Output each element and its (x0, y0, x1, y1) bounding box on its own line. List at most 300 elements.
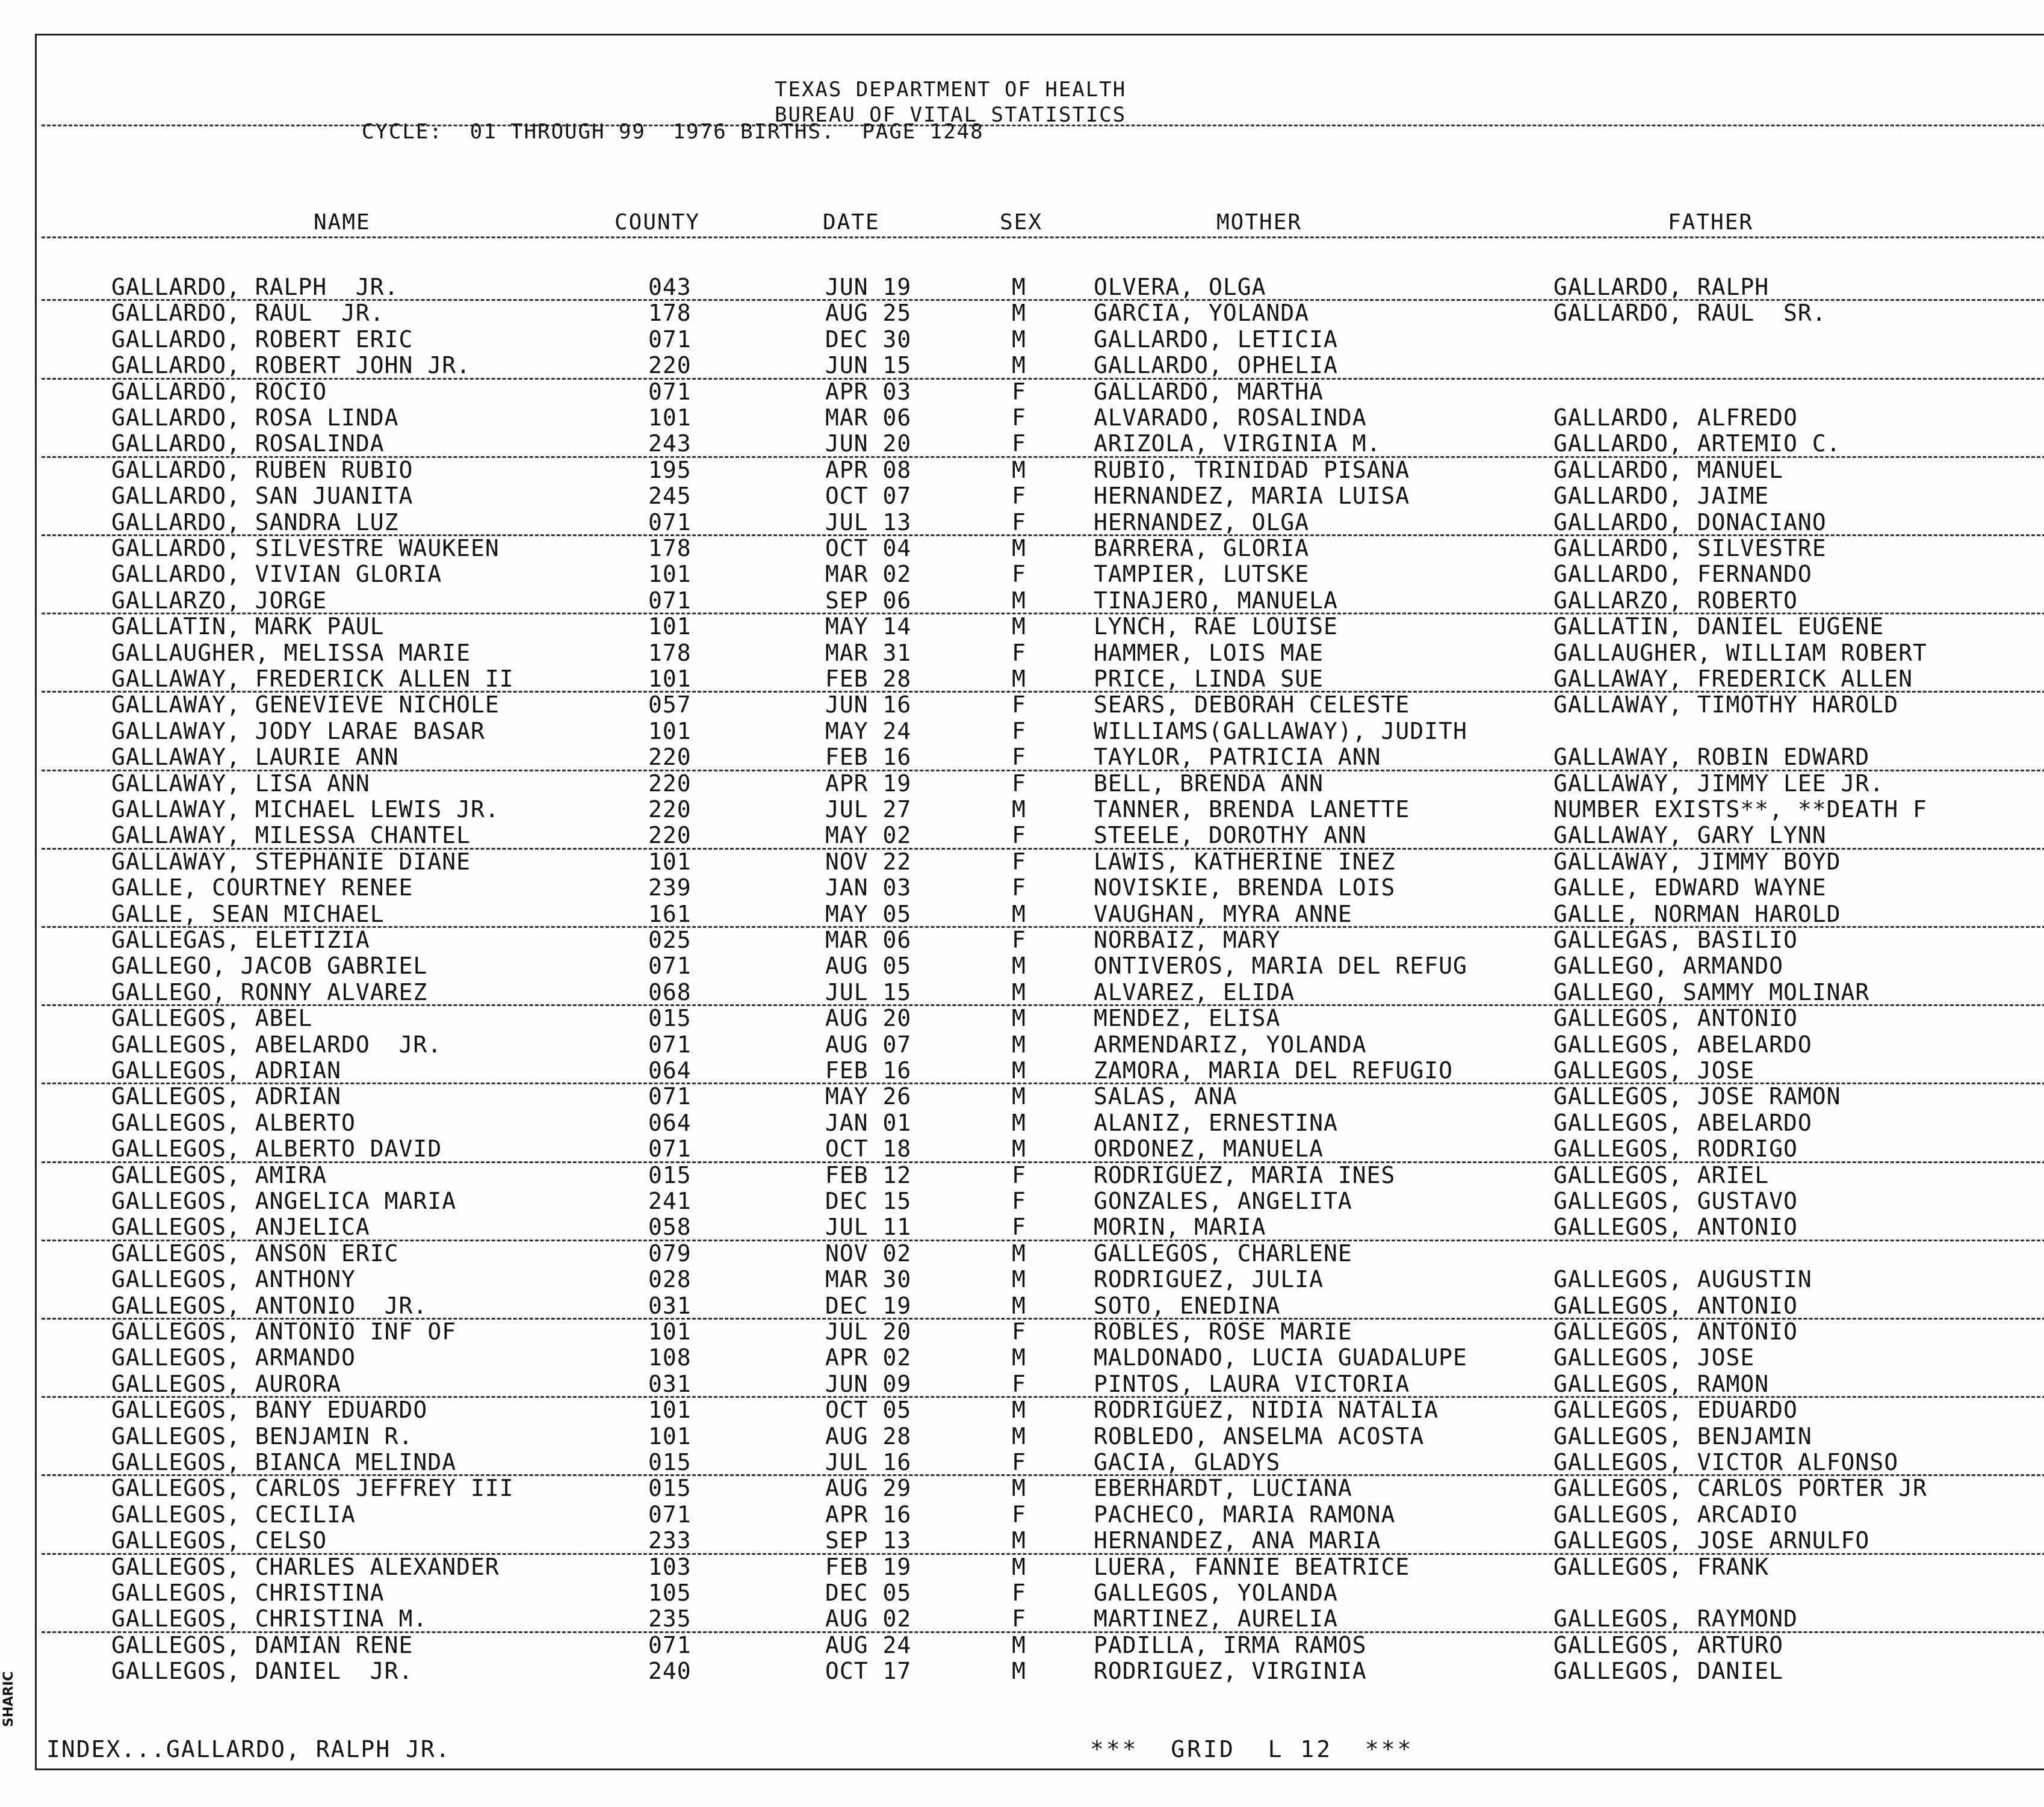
cell-date: DEC 30 (825, 326, 912, 353)
cell-sex: M (1012, 1135, 1026, 1163)
cell-mother: NOVISKIE, BRENDA LOIS (1094, 874, 1396, 901)
cell-name: GALLEGOS, DAMIAN RENE (111, 1631, 413, 1658)
cell-mother: ALANIZ, ERNESTINA (1094, 1109, 1338, 1136)
cell-name: GALLARZO, JORGE (111, 587, 327, 614)
cell-date: AUG 29 (825, 1475, 912, 1502)
cell-mother: SALAS, ANA (1094, 1083, 1237, 1110)
cell-sex: M (1012, 1083, 1026, 1110)
cell-date: APR 02 (825, 1344, 912, 1371)
cell-sex: F (1012, 927, 1026, 953)
cell-father: GALLEGOS, RODRIGO (1553, 1135, 1798, 1163)
cell-date: JUL 16 (825, 1449, 912, 1475)
column-header-date: DATE (823, 210, 880, 235)
table-row (37, 822, 2044, 848)
cell-sex: F (1012, 744, 1026, 771)
cell-father: GALLARDO, DONACIANO (1553, 508, 1827, 536)
table-row (37, 1527, 2044, 1553)
cell-father: GALLEGAS, BASILIO (1553, 927, 1798, 953)
cell-name: GALLAWAY, MILESSA CHANTEL (111, 822, 471, 849)
cell-date: JUL 27 (825, 796, 912, 823)
cell-name: GALLEGOS, ADRIAN (111, 1057, 342, 1084)
header-bureau: BUREAU OF VITAL STATISTICS (775, 103, 1127, 127)
table-row (37, 483, 2044, 508)
cell-date: FEB 19 (825, 1553, 912, 1580)
cell-county: 220 (648, 770, 692, 797)
cell-date: JUN 16 (825, 691, 912, 718)
table-row (37, 1344, 2044, 1370)
cell-county: 178 (648, 639, 692, 666)
table-row (37, 640, 2044, 666)
cell-father: GALLARDO, RALPH (1553, 274, 1770, 300)
cell-father: GALLEGOS, BENJAMIN (1553, 1422, 1812, 1450)
cell-father: GALLEGOS, RAMON (1553, 1370, 1770, 1397)
cell-date: JAN 01 (825, 1109, 912, 1136)
cell-name: GALLEGOS, ANJELICA (111, 1214, 370, 1241)
cell-mother: GALLEGOS, CHARLENE (1094, 1240, 1352, 1267)
cell-sex: F (1012, 483, 1026, 510)
cell-county: 025 (648, 927, 692, 953)
cell-father: GALLARDO, FERNANDO (1553, 561, 1812, 588)
cell-father: GALLAWAY, TIMOTHY HAROLD (1553, 691, 1899, 718)
cell-date: MAR 06 (825, 927, 912, 953)
table-row (37, 718, 2044, 744)
cell-sex: F (1012, 691, 1026, 718)
cell-county: 028 (648, 1266, 692, 1293)
cell-date: AUG 05 (825, 953, 912, 980)
table-row (37, 901, 2044, 927)
cell-date: AUG 25 (825, 300, 912, 327)
cell-father: GALLEGOS, DANIEL (1553, 1658, 1784, 1685)
cell-mother: HERNANDEZ, OLGA (1094, 508, 1310, 536)
cell-sex: F (1012, 848, 1026, 875)
table-row (37, 300, 2044, 326)
cell-county: 178 (648, 300, 692, 327)
cell-father: GALLEGOS, ABELARDO (1553, 1031, 1812, 1058)
cell-sex: M (1012, 1266, 1026, 1293)
cell-name: GALLEGOS, ADRIAN (111, 1083, 342, 1110)
vital-statistics-page (35, 34, 2044, 1770)
table-row (37, 1318, 2044, 1344)
cell-name: GALLAWAY, LISA ANN (111, 770, 370, 797)
cell-county: 071 (648, 1631, 692, 1658)
cell-sex: M (1012, 1422, 1026, 1450)
table-row (37, 1240, 2044, 1266)
cell-father: GALLEGOS, JOSE (1553, 1057, 1755, 1084)
cell-county: 220 (648, 352, 692, 379)
cell-father: GALLEGOS, ANTONIO (1553, 1292, 1798, 1319)
table-row (37, 1135, 2044, 1161)
cell-name: GALLAWAY, JODY LARAE BASAR (111, 717, 485, 744)
cell-sex: F (1012, 1318, 1026, 1345)
table-row (37, 561, 2044, 587)
cell-county: 031 (648, 1370, 692, 1397)
cell-county: 015 (648, 1449, 692, 1475)
column-header-name: NAME (314, 210, 371, 235)
cell-sex: F (1012, 561, 1026, 588)
cell-mother: PADILLA, IRMA RAMOS (1094, 1631, 1367, 1658)
column-header-rule (42, 236, 2044, 238)
table-row (37, 352, 2044, 378)
cell-sex: F (1012, 639, 1026, 666)
cell-sex: M (1012, 274, 1026, 300)
cell-mother: RODRIGUEZ, JULIA (1094, 1266, 1324, 1293)
cell-date: AUG 02 (825, 1605, 912, 1632)
cell-mother: LAWIS, KATHERINE INEZ (1094, 848, 1396, 875)
cell-date: JUL 20 (825, 1318, 912, 1345)
cell-county: 101 (648, 613, 692, 640)
cell-county: 108 (648, 1344, 692, 1371)
cell-name: GALLEGOS, CELSO (111, 1527, 327, 1554)
cell-date: APR 16 (825, 1501, 912, 1528)
cell-date: JUL 13 (825, 508, 912, 536)
cell-date: MAR 06 (825, 404, 912, 431)
cell-county: 071 (648, 378, 692, 405)
cell-name: GALLARDO, SAN JUANITA (111, 483, 413, 510)
table-row (37, 1110, 2044, 1135)
cell-name: GALLAUGHER, MELISSA MARIE (111, 639, 471, 666)
header-cycle: CYCLE: 01 THROUGH 99 1976 BIRTHS. PAGE 1248 (362, 120, 984, 144)
cell-father: GALLARDO, ALFREDO (1553, 404, 1798, 431)
cell-sex: M (1012, 1553, 1026, 1580)
cell-sex: M (1012, 1240, 1026, 1267)
cell-county: 071 (648, 508, 692, 536)
column-header-mother: MOTHER (1216, 210, 1302, 235)
cell-mother: BARRERA, GLORIA (1094, 535, 1310, 561)
cell-mother: HERNANDEZ, MARIA LUISA (1094, 483, 1410, 510)
cell-name: GALLARDO, RALPH JR. (111, 274, 399, 300)
cell-date: OCT 07 (825, 483, 912, 510)
cell-name: GALLAWAY, MICHAEL LEWIS JR. (111, 796, 500, 823)
header-rule-top (42, 125, 2044, 126)
table-row (37, 1632, 2044, 1658)
cell-date: SEP 13 (825, 1527, 912, 1554)
cell-father: GALLEGOS, ARTURO (1553, 1631, 1784, 1658)
cell-mother: VAUGHAN, MYRA ANNE (1094, 900, 1352, 927)
cell-father: GALLAWAY, JIMMY LEE JR. (1553, 770, 1885, 797)
column-header-sex: SEX (1000, 210, 1043, 235)
cell-county: 161 (648, 900, 692, 927)
cell-date: JUL 11 (825, 1214, 912, 1241)
cell-mother: PINTOS, LAURA VICTORIA (1094, 1370, 1410, 1397)
cell-mother: PACHECO, MARIA RAMONA (1094, 1501, 1396, 1528)
cell-sex: M (1012, 666, 1026, 692)
cell-county: 101 (648, 1318, 692, 1345)
cell-county: 101 (648, 1397, 692, 1424)
cell-name: GALLEGOS, ANSON ERIC (111, 1240, 399, 1267)
cell-father: GALLARDO, MANUEL (1553, 456, 1784, 483)
cell-county: 071 (648, 326, 692, 353)
cell-date: JUN 15 (825, 352, 912, 379)
table-row (37, 848, 2044, 874)
cell-name: GALLEGOS, AURORA (111, 1370, 342, 1397)
cell-name: GALLEGOS, CECILIA (111, 1501, 356, 1528)
cell-date: MAR 02 (825, 561, 912, 588)
cell-name: GALLEGOS, BANY EDUARDO (111, 1397, 428, 1424)
cell-mother: WILLIAMS(GALLAWAY), JUDITH (1094, 717, 1467, 744)
cell-mother: MARTINEZ, AURELIA (1094, 1605, 1338, 1632)
table-row (37, 1580, 2044, 1605)
cell-father: GALLAWAY, JIMMY BOYD (1553, 848, 1841, 875)
cell-date: JUN 09 (825, 1370, 912, 1397)
cell-sex: M (1012, 1344, 1026, 1371)
cell-mother: EBERHARDT, LUCIANA (1094, 1475, 1352, 1502)
cell-date: JUL 15 (825, 978, 912, 1005)
cell-name: GALLEGOS, CHRISTINA (111, 1580, 385, 1606)
cell-date: MAY 26 (825, 1083, 912, 1110)
table-row (37, 1397, 2044, 1422)
cell-mother: ROBLES, ROSE MARIE (1094, 1318, 1352, 1345)
cell-date: DEC 15 (825, 1188, 912, 1214)
footer-index: INDEX...GALLARDO, RALPH JR. (46, 1736, 451, 1762)
cell-name: GALLAWAY, GENEVIEVE NICHOLE (111, 691, 500, 718)
cell-name: GALLAWAY, LAURIE ANN (111, 744, 399, 771)
cell-mother: ALVARADO, ROSALINDA (1094, 404, 1367, 431)
cell-sex: M (1012, 456, 1026, 483)
cell-sex: M (1012, 978, 1026, 1005)
cell-sex: M (1012, 300, 1026, 327)
cell-county: 233 (648, 1527, 692, 1554)
cell-date: NOV 02 (825, 1240, 912, 1267)
cell-mother: PRICE, LINDA SUE (1094, 666, 1324, 692)
cell-county: 105 (648, 1580, 692, 1606)
cell-date: AUG 28 (825, 1422, 912, 1450)
cell-date: AUG 20 (825, 1005, 912, 1032)
cell-father: GALLATIN, DANIEL EUGENE (1553, 613, 1885, 640)
cell-mother: MENDEZ, ELISA (1094, 1005, 1281, 1032)
cell-county: 101 (648, 848, 692, 875)
table-row (37, 691, 2044, 717)
cell-mother: HERNANDEZ, ANA MARIA (1094, 1527, 1381, 1554)
table-row (37, 1005, 2044, 1031)
cell-father: GALLARDO, RAUL SR. (1553, 300, 1827, 327)
table-row (37, 587, 2044, 613)
cell-father: GALLEGOS, ANTONIO (1553, 1005, 1798, 1032)
cell-sex: F (1012, 1370, 1026, 1397)
cell-county: 015 (648, 1161, 692, 1188)
cell-county: 057 (648, 691, 692, 718)
cell-mother: MALDONADO, LUCIA GUADALUPE (1094, 1344, 1467, 1371)
cell-mother: ALVAREZ, ELIDA (1094, 978, 1295, 1005)
cell-father: GALLEGOS, FRANK (1553, 1553, 1770, 1580)
cell-name: GALLATIN, MARK PAUL (111, 613, 385, 640)
table-row (37, 1083, 2044, 1109)
cell-date: MAY 05 (825, 900, 912, 927)
cell-sex: F (1012, 1580, 1026, 1606)
cell-father: GALLEGOS, GUSTAVO (1553, 1188, 1798, 1214)
cell-date: MAY 02 (825, 822, 912, 849)
cell-father: GALLEGOS, EDUARDO (1553, 1397, 1798, 1424)
cell-county: 239 (648, 874, 692, 901)
cell-father: GALLEGOS, ANTONIO (1553, 1318, 1798, 1345)
table-row (37, 404, 2044, 430)
table-row (37, 1031, 2044, 1057)
cell-county: 071 (648, 1083, 692, 1110)
table-row (37, 666, 2044, 691)
table-row (37, 1057, 2044, 1083)
cell-sex: M (1012, 535, 1026, 561)
cell-county: 058 (648, 1214, 692, 1241)
cell-county: 243 (648, 430, 692, 457)
cell-mother: TAYLOR, PATRICIA ANN (1094, 744, 1381, 771)
cell-father: GALLAUGHER, WILLIAM ROBERT (1553, 639, 1927, 666)
cell-sex: F (1012, 1605, 1026, 1632)
cell-mother: RODRIGUEZ, VIRGINIA (1094, 1658, 1367, 1685)
cell-date: OCT 05 (825, 1397, 912, 1424)
cell-mother: GALLARDO, OPHELIA (1094, 352, 1338, 379)
cell-father: GALLEGOS, RAYMOND (1553, 1605, 1798, 1632)
cell-mother: NORBAIZ, MARY (1094, 927, 1281, 953)
cell-mother: TAMPIER, LUTSKE (1094, 561, 1310, 588)
cell-county: 064 (648, 1109, 692, 1136)
table-row (37, 953, 2044, 978)
cell-sex: F (1012, 378, 1026, 405)
cell-county: 235 (648, 1605, 692, 1632)
cell-sex: M (1012, 1109, 1026, 1136)
cell-name: GALLEGAS, ELETIZIA (111, 927, 370, 953)
cell-date: NOV 22 (825, 848, 912, 875)
cell-mother: MORIN, MARIA (1094, 1214, 1266, 1241)
cell-father: GALLARZO, ROBERTO (1553, 587, 1798, 614)
cell-mother: ONTIVEROS, MARIA DEL REFUG (1094, 953, 1467, 980)
cell-sex: M (1012, 953, 1026, 980)
cell-mother: ARIZOLA, VIRGINIA M. (1094, 430, 1381, 457)
table-row (37, 1554, 2044, 1580)
cell-county: 178 (648, 535, 692, 561)
table-row (37, 927, 2044, 953)
cell-name: GALLEGOS, ALBERTO (111, 1109, 356, 1136)
table-row (37, 1266, 2044, 1292)
cell-county: 064 (648, 1057, 692, 1084)
table-row (37, 874, 2044, 900)
cell-name: GALLEGOS, AMIRA (111, 1161, 327, 1188)
cell-name: GALLEGOS, ANTONIO INF OF (111, 1318, 457, 1345)
table-row (37, 1605, 2044, 1631)
table-row (37, 1293, 2044, 1318)
cell-name: GALLARDO, RUBEN RUBIO (111, 456, 413, 483)
cell-county: 101 (648, 717, 692, 744)
cell-sex: F (1012, 717, 1026, 744)
side-mark: SHARIC (1, 1671, 16, 1727)
cell-county: 068 (648, 978, 692, 1005)
cell-sex: M (1012, 1031, 1026, 1058)
cell-name: GALLEGOS, DANIEL JR. (111, 1658, 413, 1685)
header-agency: TEXAS DEPARTMENT OF HEALTH (775, 78, 1127, 102)
cell-date: FEB 16 (825, 1057, 912, 1084)
cell-sex: M (1012, 613, 1026, 640)
cell-mother: LUERA, FANNIE BEATRICE (1094, 1553, 1410, 1580)
cell-date: OCT 17 (825, 1658, 912, 1685)
cell-county: 240 (648, 1658, 692, 1685)
cell-name: GALLAWAY, STEPHANIE DIANE (111, 848, 471, 875)
cell-date: FEB 12 (825, 1161, 912, 1188)
cell-date: MAY 14 (825, 613, 912, 640)
cell-county: 101 (648, 1422, 692, 1450)
cell-county: 071 (648, 1135, 692, 1163)
cell-date: AUG 24 (825, 1631, 912, 1658)
table-row (37, 274, 2044, 300)
cell-date: OCT 18 (825, 1135, 912, 1163)
cell-mother: GALLARDO, MARTHA (1094, 378, 1324, 405)
cell-father: GALLEGOS, ARIEL (1553, 1161, 1770, 1188)
cell-father: NUMBER EXISTS**, **DEATH F (1553, 796, 1927, 823)
cell-mother: ORDONEZ, MANUELA (1094, 1135, 1324, 1163)
cell-father: GALLE, EDWARD WAYNE (1553, 874, 1827, 901)
cell-name: GALLARDO, ROBERT ERIC (111, 326, 413, 353)
cell-name: GALLEGOS, ANTONIO JR. (111, 1292, 428, 1319)
cell-sex: F (1012, 508, 1026, 536)
cell-county: 071 (648, 587, 692, 614)
cell-county: 015 (648, 1005, 692, 1032)
cell-sex: F (1012, 1449, 1026, 1475)
table-row (37, 613, 2044, 639)
cell-father: GALLEGO, SAMMY MOLINAR (1553, 978, 1870, 1005)
cell-county: 195 (648, 456, 692, 483)
cell-sex: M (1012, 900, 1026, 927)
cell-mother: BELL, BRENDA ANN (1094, 770, 1324, 797)
table-row (37, 378, 2044, 404)
cell-date: JUN 19 (825, 274, 912, 300)
table-row (37, 1188, 2044, 1214)
cell-mother: TANNER, BRENDA LANETTE (1094, 796, 1410, 823)
cell-mother: GALLEGOS, YOLANDA (1094, 1580, 1338, 1606)
cell-father: GALLEGOS, JOSE (1553, 1344, 1755, 1371)
table-row (37, 1475, 2044, 1501)
cell-sex: M (1012, 326, 1026, 353)
cell-sex: M (1012, 796, 1026, 823)
table-row (37, 1423, 2044, 1449)
cell-date: APR 08 (825, 456, 912, 483)
cell-date: SEP 06 (825, 587, 912, 614)
cell-father: GALLEGOS, JOSE ARNULFO (1553, 1527, 1870, 1554)
cell-name: GALLARDO, SANDRA LUZ (111, 508, 399, 536)
cell-sex: F (1012, 1501, 1026, 1528)
cell-mother: LYNCH, RAE LOUISE (1094, 613, 1338, 640)
cell-county: 103 (648, 1553, 692, 1580)
cell-mother: GALLARDO, LETICIA (1094, 326, 1338, 353)
cell-mother: SEARS, DEBORAH CELESTE (1094, 691, 1410, 718)
table-row (37, 796, 2044, 822)
cell-name: GALLARDO, VIVIAN GLORIA (111, 561, 442, 588)
cell-mother: HAMMER, LOIS MAE (1094, 639, 1324, 666)
table-row (37, 770, 2044, 796)
cell-sex: M (1012, 1475, 1026, 1502)
cell-name: GALLARDO, RAUL JR. (111, 300, 385, 327)
cell-mother: OLVERA, OLGA (1094, 274, 1266, 300)
cell-date: FEB 28 (825, 666, 912, 692)
cell-name: GALLARDO, ROBERT JOHN JR. (111, 352, 471, 379)
cell-name: GALLEGOS, CARLOS JEFFREY III (111, 1475, 514, 1502)
table-row (37, 979, 2044, 1005)
cell-father: GALLEGOS, CARLOS PORTER JR (1553, 1475, 1927, 1502)
footer-grid: *** GRID L 12 *** (1090, 1736, 1414, 1762)
cell-name: GALLEGO, JACOB GABRIEL (111, 953, 428, 980)
cell-name: GALLEGOS, ABEL (111, 1005, 313, 1032)
cell-name: GALLEGOS, CHRISTINA M. (111, 1605, 428, 1632)
cell-name: GALLEGOS, ARMANDO (111, 1344, 356, 1371)
cell-father: GALLEGOS, ARCADIO (1553, 1501, 1798, 1528)
cell-date: AUG 07 (825, 1031, 912, 1058)
cell-date: MAY 24 (825, 717, 912, 744)
cell-name: GALLEGOS, CHARLES ALEXANDER (111, 1553, 500, 1580)
cell-mother: RODRIGUEZ, MARIA INES (1094, 1161, 1396, 1188)
column-header-father: FATHER (1668, 210, 1754, 235)
cell-county: 220 (648, 822, 692, 849)
cell-name: GALLEGOS, ABELARDO JR. (111, 1031, 442, 1058)
table-row (37, 535, 2044, 561)
cell-father: GALLAWAY, GARY LYNN (1553, 822, 1827, 849)
cell-sex: M (1012, 1057, 1026, 1084)
cell-county: 015 (648, 1475, 692, 1502)
